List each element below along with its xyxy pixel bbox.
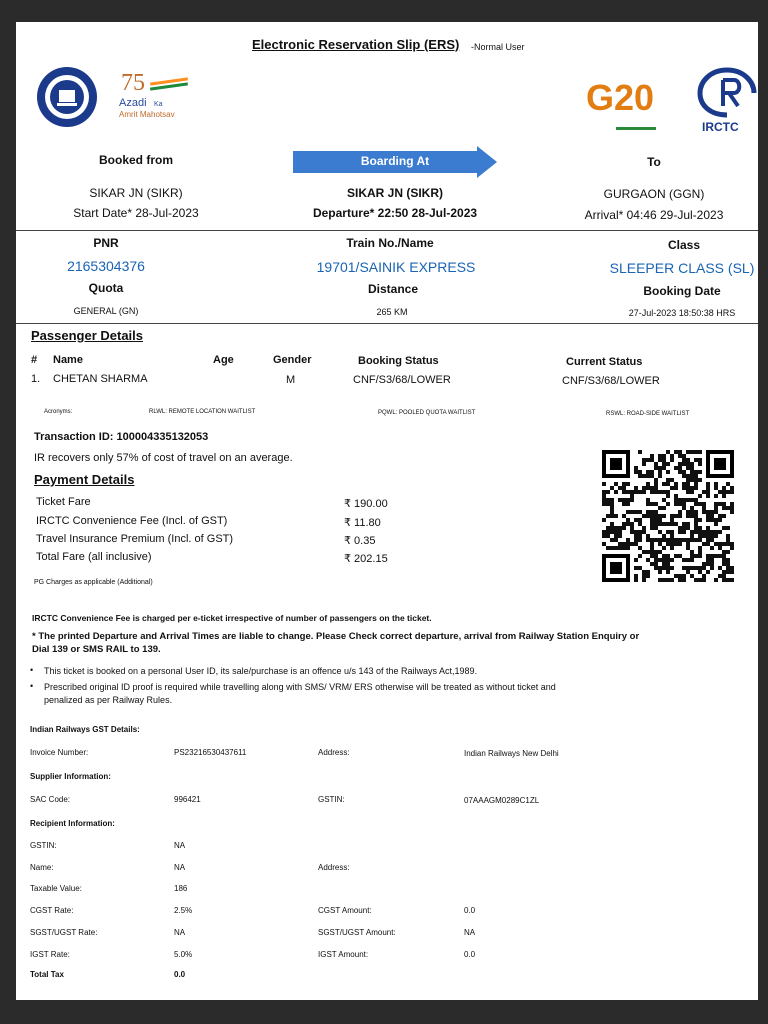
distance-value: 265 KM bbox=[376, 307, 408, 317]
acronyms-label: Acronyms: bbox=[44, 409, 73, 415]
gst-heading: Indian Railways GST Details: bbox=[30, 725, 140, 734]
irctc-text: IRCTC bbox=[702, 120, 739, 134]
boarding-at-label: Boarding At bbox=[360, 154, 430, 168]
sgst-amount: NA bbox=[464, 928, 476, 937]
recipient-name-label: Name: bbox=[30, 863, 54, 872]
igst-amount: 0.0 bbox=[464, 950, 476, 959]
irctc-logo bbox=[696, 66, 758, 138]
passenger-name: CHETAN SHARMA bbox=[53, 373, 148, 385]
document-subtitle: -Normal User bbox=[471, 42, 525, 52]
supplier-heading: Supplier Information: bbox=[30, 772, 111, 781]
g20-text: G20 bbox=[586, 77, 655, 118]
fare-amount: ₹ 0.35 bbox=[344, 535, 376, 547]
azadi-text: Azadi bbox=[119, 97, 147, 109]
sac-label: SAC Code: bbox=[30, 795, 71, 804]
address-label: Address: bbox=[318, 748, 350, 757]
igst-rate-label: IGST Rate: bbox=[30, 950, 70, 959]
igst-rate: 5.0% bbox=[174, 950, 193, 959]
irctc-emblem-icon bbox=[696, 66, 758, 118]
fare-label: Travel Insurance Premium (Incl. of GST) bbox=[36, 533, 234, 545]
fare-label: Total Fare (all inclusive) bbox=[36, 551, 152, 563]
transaction-id: Transaction ID: 100004335132053 bbox=[34, 431, 209, 443]
taxable-label: Taxable Value: bbox=[30, 884, 82, 893]
fare-amount: ₹ 202.15 bbox=[344, 553, 388, 565]
col-current-status: Current Status bbox=[566, 356, 643, 368]
id-proof-notice: Prescribed original ID proof is required while travelling along with SMS/ VRM/ ERS otherwise will be treated as without ticket and bbox=[44, 682, 556, 692]
class-label: Class bbox=[667, 238, 701, 252]
cost-recovery-note: IR recovers only 57% of cost of travel on an average. bbox=[34, 452, 293, 464]
departure-time: Departure* 22:50 28-Jul-2023 bbox=[312, 206, 478, 220]
divider bbox=[16, 230, 758, 231]
recipient-address-label: Address: bbox=[318, 863, 350, 872]
indian-railways-logo bbox=[36, 66, 98, 133]
to-label: To bbox=[647, 155, 661, 169]
ka-text: Ka bbox=[154, 101, 163, 108]
booking-date-value: 27-Jul-2023 18:50:38 HRS bbox=[628, 308, 736, 318]
col-name: Name bbox=[53, 354, 83, 366]
to-station: GURGAON (GGN) bbox=[603, 187, 705, 201]
sgst-rate-label: SGST/UGST Rate: bbox=[30, 928, 98, 937]
igst-amount-label: IGST Amount: bbox=[318, 950, 369, 959]
passenger-number: 1. bbox=[31, 373, 41, 385]
recipient-name: NA bbox=[174, 863, 186, 872]
col-booking-status: Booking Status bbox=[358, 355, 439, 367]
address-value: Indian Railways New Delhi bbox=[464, 749, 559, 758]
id-proof-notice-continued: penalized as per Railway Rules. bbox=[44, 695, 173, 705]
legal-notice: This ticket is booked on a personal User ID, its sale/purchase is an offence u/s 143 of the Railways Act,1989. bbox=[44, 666, 478, 676]
booking-date-label: Booking Date bbox=[643, 284, 721, 298]
col-number: # bbox=[31, 354, 38, 366]
pg-charges-note: PG Charges as applicable (Additional) bbox=[34, 579, 153, 586]
payment-details-heading: Payment Details bbox=[34, 472, 135, 487]
recipient-gstin: NA bbox=[174, 841, 186, 850]
document-title: Electronic Reservation Slip (ERS) bbox=[252, 37, 460, 52]
bullet-icon: • bbox=[30, 681, 34, 691]
fare-amount: ₹ 190.00 bbox=[344, 498, 388, 510]
start-date: Start Date* 28-Jul-2023 bbox=[73, 206, 199, 220]
from-station: SIKAR JN (SIKR) bbox=[89, 186, 183, 200]
passenger-gender: M bbox=[286, 374, 296, 386]
total-tax-label: Total Tax bbox=[30, 970, 64, 979]
class-value: SLEEPER CLASS (SL) bbox=[609, 260, 755, 276]
legend-rswl: RSWL: ROAD-SIDE WAITLIST bbox=[606, 411, 690, 417]
fare-label: IRCTC Convenience Fee (Incl. of GST) bbox=[36, 515, 228, 527]
booked-from-label: Booked from bbox=[98, 153, 174, 167]
recipient-gstin-label: GSTIN: bbox=[30, 841, 57, 850]
total-tax-value: 0.0 bbox=[174, 970, 186, 979]
train-value: 19701/SAINIK EXPRESS bbox=[316, 259, 476, 275]
qr-code bbox=[602, 450, 740, 590]
invoice-number: PS23216530437611 bbox=[174, 748, 247, 757]
sgst-amount-label: SGST/UGST Amount: bbox=[318, 928, 396, 937]
fare-amount: ₹ 11.80 bbox=[344, 517, 381, 529]
azadi-ka-amrit-mahotsav-logo bbox=[116, 70, 206, 125]
quota-value: GENERAL (GN) bbox=[73, 306, 139, 316]
gstin-label: GSTIN: bbox=[318, 795, 345, 804]
pnr-label: PNR bbox=[93, 236, 119, 250]
arrival-time: Arrival* 04:46 29-Jul-2023 bbox=[584, 208, 724, 222]
col-age: Age bbox=[213, 354, 234, 366]
amrit-mahotsav-text: Amrit Mahotsav bbox=[119, 110, 175, 119]
col-gender: Gender bbox=[273, 354, 312, 366]
taxable-value: 186 bbox=[174, 884, 188, 893]
passenger-current-status: CNF/S3/68/LOWER bbox=[562, 375, 660, 387]
legend-pqwl: PQWL: POOLED QUOTA WAITLIST bbox=[378, 410, 476, 416]
ers-document bbox=[16, 22, 758, 1000]
seventy-five-mark: 75 bbox=[121, 70, 145, 96]
passenger-booking-status: CNF/S3/68/LOWER bbox=[353, 374, 451, 386]
timing-note: * The printed Departure and Arrival Times are liable to change. Please Check correct departure, arrival from Railway Station Enquiry or bbox=[32, 631, 640, 642]
sac-code: 996421 bbox=[174, 795, 201, 804]
fare-label: Ticket Fare bbox=[36, 496, 91, 508]
cgst-rate: 2.5% bbox=[174, 906, 193, 915]
train-label: Train No./Name bbox=[346, 236, 434, 250]
distance-label: Distance bbox=[367, 282, 419, 296]
sgst-rate: NA bbox=[174, 928, 186, 937]
bullet-icon: • bbox=[30, 665, 34, 675]
legend-rlwl: RLWL: REMOTE LOCATION WAITLIST bbox=[149, 409, 256, 415]
cgst-amount: 0.0 bbox=[464, 906, 476, 915]
pnr-value: 2165304376 bbox=[67, 258, 145, 274]
divider bbox=[16, 323, 758, 324]
passenger-details-heading: Passenger Details bbox=[31, 328, 144, 343]
g20-underline bbox=[616, 127, 656, 130]
recipient-heading: Recipient Information: bbox=[30, 819, 115, 828]
boarding-station: SIKAR JN (SIKR) bbox=[346, 186, 444, 200]
timing-note-continued: Dial 139 or SMS RAIL to 139. bbox=[32, 644, 161, 655]
invoice-label: Invoice Number: bbox=[30, 748, 89, 757]
convenience-fee-note: IRCTC Convenience Fee is charged per e-ticket irrespective of number of passengers on the ticket. bbox=[32, 613, 432, 623]
quota-label: Quota bbox=[88, 281, 124, 295]
gstin-value: 07AAAGM0289C1ZL bbox=[464, 796, 540, 805]
cgst-amount-label: CGST Amount: bbox=[318, 906, 372, 915]
cgst-rate-label: CGST Rate: bbox=[30, 906, 74, 915]
g20-logo bbox=[586, 77, 654, 119]
